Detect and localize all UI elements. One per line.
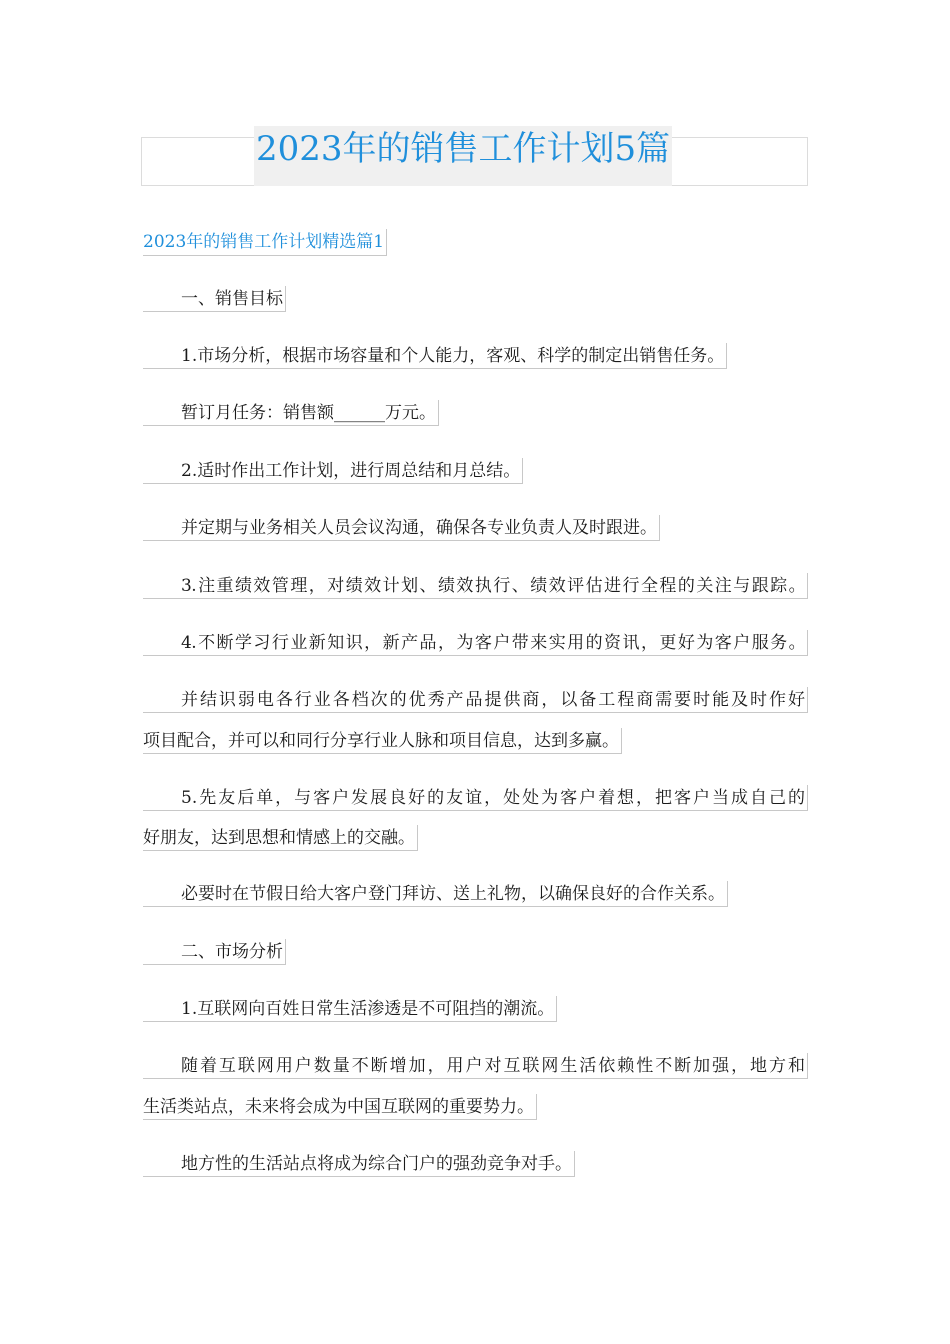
section-subtitle: 2023年的销售工作计划精选篇1 [143,229,387,256]
paragraph-line: 2.适时作出工作计划，进行周总结和月总结。 [143,458,523,484]
paragraph-line: 1.互联网向百姓日常生活渗透是不可阻挡的潮流。 [143,996,557,1022]
paragraph-line: 并定期与业务相关人员会议沟通，确保各专业负责人及时跟进。 [143,515,660,541]
paragraph-line: 生活类站点，未来将会成为中国互联网的重要势力。 [143,1094,537,1120]
paragraph-line: 4.不断学习行业新知识，新产品，为客户带来实用的资讯，更好为客户服务。 [143,630,808,656]
paragraph-line: 必要时在节假日给大客户登门拜访、送上礼物，以确保良好的合作关系。 [143,881,728,907]
paragraph-line: 项目配合，并可以和同行分享行业人脉和项目信息，达到多赢。 [143,728,622,754]
paragraph-line: 5.先友后单，与客户发展良好的友谊，处处为客户着想，把客户当成自己的 [143,785,808,811]
paragraph-line: 好朋友，达到思想和情感上的交融。 [143,825,418,851]
paragraph-line: 地方性的生活站点将成为综合门户的强劲竞争对手。 [143,1151,575,1177]
paragraph-line: 并结识弱电各行业各档次的优秀产品提供商，以备工程商需要时能及时作好 [143,687,808,713]
paragraph-line: 暂订月任务：销售额______万元。 [143,400,439,426]
paragraph-line: 1.市场分析，根据市场容量和个人能力，客观、科学的制定出销售任务。 [143,343,727,369]
document-title: 2023年的销售工作计划5篇 [254,126,672,186]
paragraph-line: 随着互联网用户数量不断增加，用户对互联网生活依赖性不断加强，地方和 [143,1053,808,1079]
paragraph-line: 3.注重绩效管理，对绩效计划、绩效执行、绩效评估进行全程的关注与跟踪。 [143,573,808,599]
paragraph-line: 一、销售目标 [143,286,286,312]
paragraph-line: 二、市场分析 [143,939,286,965]
